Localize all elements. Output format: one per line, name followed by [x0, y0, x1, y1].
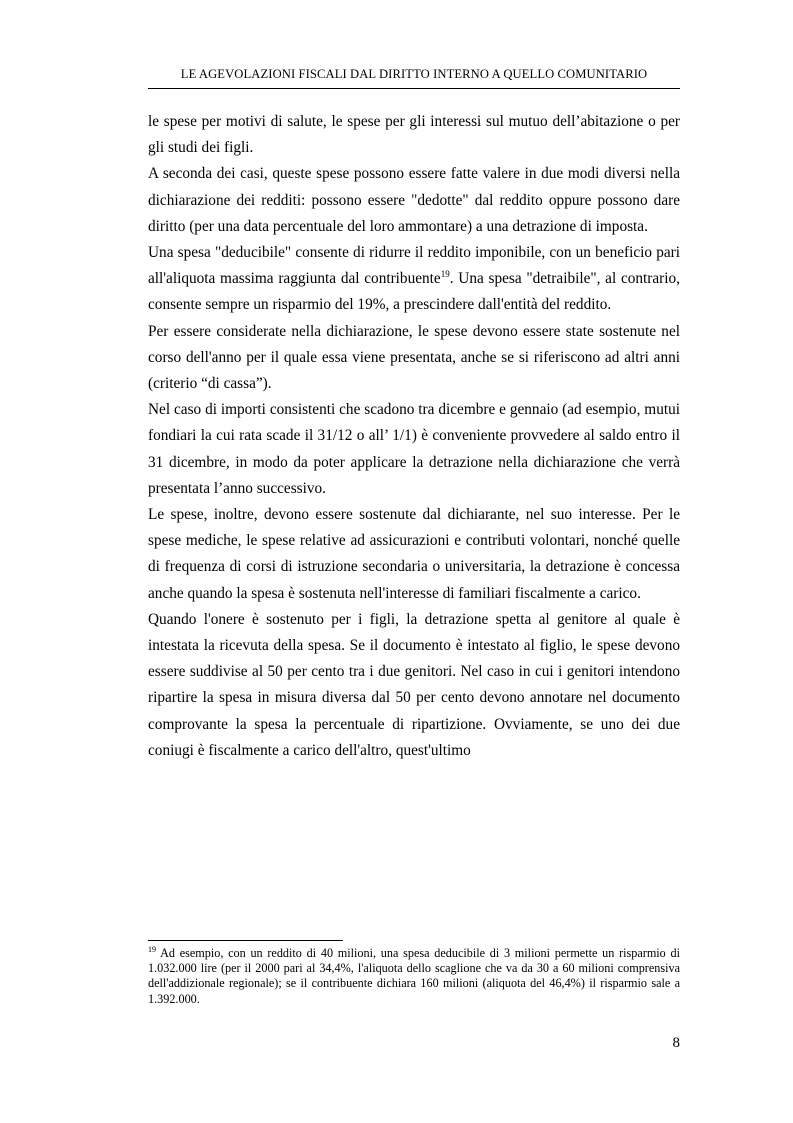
footnote-rule [148, 940, 343, 941]
paragraph-4: Per essere considerate nella dichiarazione, le spese devono essere state sostenute nel corso dell'anno per il quale essa viene presentata, anche se si riferiscono ad altri anni (criterio “di cassa”). [148, 322, 680, 393]
paragraph-6: Le spese, inoltre, devono essere sostenute dal dichiarante, nel suo interesse. Per le spese mediche, le spese relative ad assicurazioni e contributi volontari, nonché quelle di frequenza di corsi di istruzione secondaria o universitaria, la detrazione è concessa anche quando la spesa è sostenuta nell'interesse di familiari fiscalmente a carico. [148, 506, 680, 602]
footnote-reference[interactable]: 19 [440, 269, 450, 280]
footnote-text: Ad esempio, con un reddito di 40 milioni, una spesa deducibile di 3 milioni permette un risparmio di 1.032.000 lire (per il 2000 pari al 34,4%, l'aliquota dello scaglione che va da 30 a 60 milioni comprensiva dell'addizionale regionale); se il contribuente dichiara 160 milioni (aliquota del 46,4%) il risparmio sale a 1.392.000. [148, 946, 680, 1006]
footnote [148, 946, 680, 1007]
paragraph-5: Nel caso di importi consistenti che scadono tra dicembre e gennaio (ad esempio, mutui fondiari la cui rata scade il 31/12 o all’ 1/1) è conveniente provvedere al saldo entro il 31 dicembre, in modo da poter applicare la detrazione nella dichiarazione che verrà presentata l’anno successivo. [148, 401, 680, 497]
footnote-number: 19 [148, 944, 156, 954]
body-text [148, 109, 680, 764]
running-header: LE AGEVOLAZIONI FISCALI DAL DIRITTO INTERNO A QUELLO COMUNITARIO [180, 67, 648, 81]
paragraph-1: le spese per motivi di salute, le spese per gli interessi sul mutuo dell’abitazione o per gli studi dei figli. [148, 113, 680, 157]
header-rule [148, 88, 680, 89]
paragraph-3-text-a: Una spesa "deducibile" consente di ridurre il reddito imponibile, con un beneficio pari all'aliquota massima raggiunta dal contribuente [148, 244, 680, 288]
paragraph-2: A seconda dei casi, queste spese possono essere fatte valere in due modi diversi nella dichiarazione dei redditi: possono essere "dedotte" dal reddito oppure possono dare diritto (per una data percentuale del loro ammontare) a una detrazione di imposta. [148, 165, 680, 235]
paragraph-3 [148, 240, 680, 319]
paragraph-3-text-b: . Una spesa "detraibile", al contrario, consente sempre un risparmio del 19%, a prescindere dall'entità del reddito. [148, 270, 680, 314]
paragraph-7: Quando l'onere è sostenuto per i figli, la detrazione spetta al genitore al quale è intestata la ricevuta della spesa. Se il documento è intestato al figlio, le spese devono essere suddivise al 50 per cento tra i due genitori. Nel caso in cui i genitori intendono ripartire la spesa in misura diversa dal 50 per cento devono annotare nel documento comprovante la spesa la percentuale di ripartizione. Ovviamente, se uno dei due coniugi è fiscalmente a carico dell'altro, quest'ultimo [148, 610, 680, 759]
page-number: 8 [672, 1035, 680, 1051]
